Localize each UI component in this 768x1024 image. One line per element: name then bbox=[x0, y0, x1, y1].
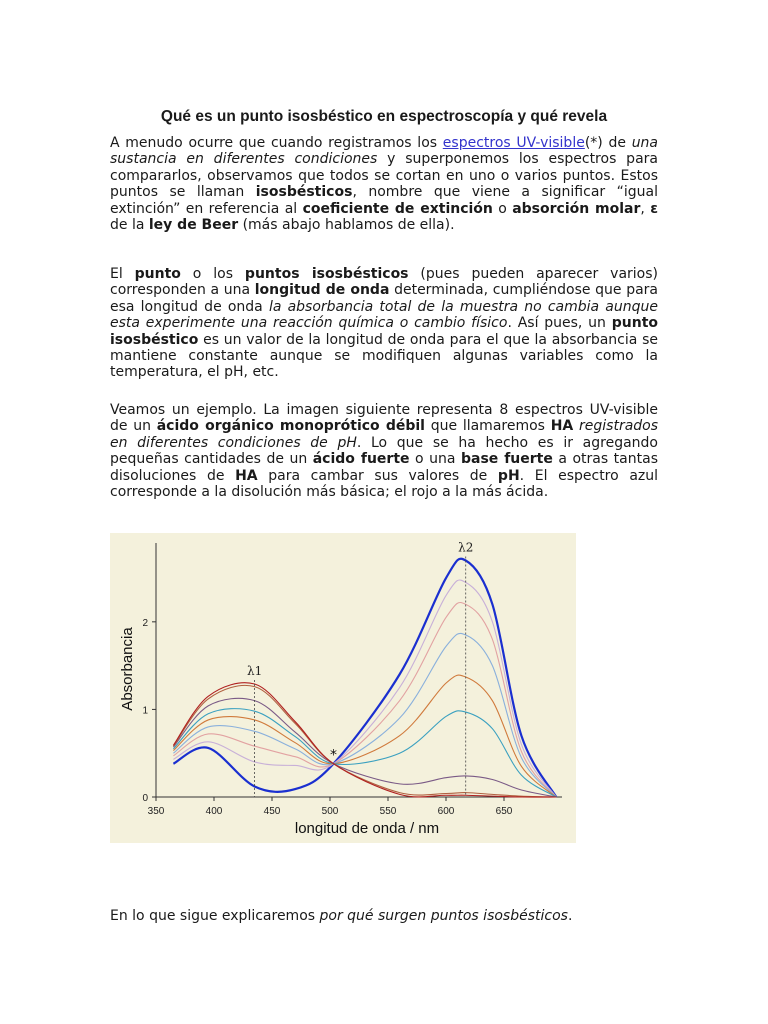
page-title: Qué es un punto isosbéstico en espectroscopía y qué revela bbox=[160, 108, 608, 125]
x-tick-label: 500 bbox=[321, 806, 339, 817]
x-tick-label: 400 bbox=[205, 806, 223, 817]
y-axis-label: Absorbancia bbox=[119, 627, 136, 711]
y-tick-label: 1 bbox=[142, 705, 148, 717]
x-tick-label: 550 bbox=[379, 806, 397, 817]
example-paragraph: Veamos un ejemplo. La imagen siguiente representa 8 espectros UV-visible de un ácido orgánico monoprótico débil que llamaremos HA registrados en diferentes condiciones de pH. Lo que se ha hecho es ir agregando pequeñas cantidades de un ácido fuerte o una base fuerte a otras tantas disoluciones de HA para cambar sus valores de pH. El espectro azul corresponde a la disolución más básica; el rojo a la más ácida. bbox=[110, 402, 659, 501]
x-tick-label: 350 bbox=[147, 806, 165, 817]
x-tick-label: 450 bbox=[263, 806, 281, 817]
y-tick-label: 2 bbox=[142, 617, 148, 629]
peak-label: λ1 bbox=[246, 664, 263, 679]
x-tick-label: 600 bbox=[437, 806, 455, 817]
spectra-figure bbox=[110, 533, 576, 843]
x-axis-label: longitud de onda / nm bbox=[294, 820, 440, 837]
spectra-chart bbox=[110, 533, 576, 843]
definition-paragraph: El punto o los puntos isosbésticos (pues pueden aparecer varios) corresponden a una longitud de onda determinada, cumpliéndose que para esa longitud de onda la absorbancia total de la muestra no cambia aunque esta experimente una reacción química o cambio físico. Así pues, un punto isosbéstico es un valor de la longitud de onda para el que la absorbancia se mantiene constante aunque se modifiquen algunas variables como la temperatura, el pH, etc. bbox=[110, 266, 659, 381]
closing-paragraph: En lo que sigue explicaremos por qué surgen puntos isosbésticos. bbox=[110, 908, 573, 924]
x-tick-label: 650 bbox=[495, 806, 513, 817]
isosbestic-point-mark: * bbox=[329, 747, 337, 764]
uv-visible-link[interactable]: espectros UV-visible bbox=[442, 135, 585, 151]
y-tick-label: 0 bbox=[142, 793, 148, 804]
intro-paragraph: A menudo ocurre que cuando registramos los espectros UV-visible(*) de una sustancia en diferentes condiciones y superponemos los espectros para compararlos, observamos que todos se cortan en uno o varios puntos. Estos puntos se llaman isosbésticos, nombre que viene a significar “igual extinción” en referencia al coeficiente de extinción o absorción molar, ε de la ley de Beer (más abajo hablamos de ella). bbox=[110, 135, 659, 234]
peak-label: λ2 bbox=[458, 540, 474, 555]
